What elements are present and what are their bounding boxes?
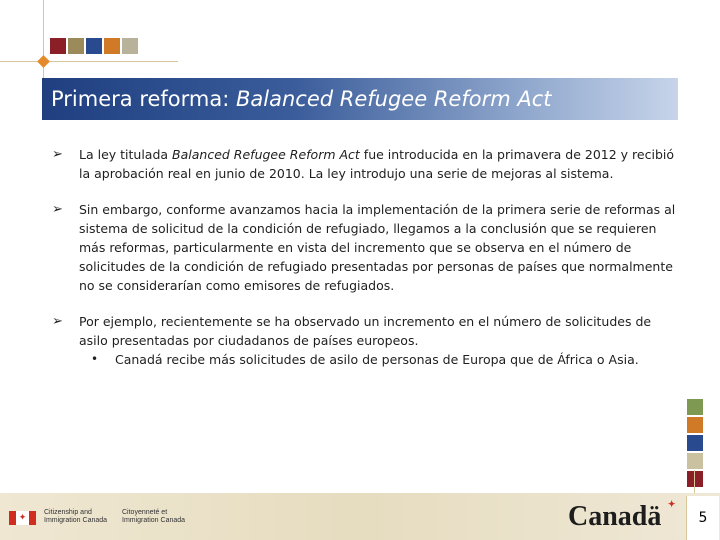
color-square (687, 417, 703, 433)
sub-bullet-item (83, 350, 682, 369)
canada-wordmark-logo: Canadä ✦ (568, 499, 676, 532)
title-band (42, 78, 678, 120)
page-number: 5 (686, 496, 719, 540)
color-square (86, 38, 102, 54)
bullet-text: Sin embargo, conforme avanzamos hacia la implementación de la primera serie de reformas al sistema de solicitud de la condición de refugiado, llegamos a la conclusión que se requieren más reformas, particularmente en vista del incremento que se observa en el número de solicitudes de la condición de refugiado presentadas por personas de países que normalmente no se considerarían como emisores de refugiados. (79, 202, 676, 293)
dot-bullet-icon: • (91, 352, 99, 366)
right-color-squares (687, 399, 703, 487)
bullet-item (52, 200, 682, 295)
color-square (50, 38, 66, 54)
arrow-bullet-icon: ➢ (52, 202, 63, 217)
color-square (687, 399, 703, 415)
color-square (104, 38, 120, 54)
slide-title-italic: Balanced Refugee Reform Act (236, 87, 552, 111)
color-square (122, 38, 138, 54)
canada-flag-icon: ✦ (9, 511, 36, 525)
maple-leaf-icon: ✦ (667, 499, 676, 509)
department-name-fr: Citoyenneté et Immigration Canada (122, 509, 186, 524)
bullet-text: La ley titulada Balanced Refugee Reform Act fue introducida en la primavera de 2012 y recibió la aprobación real en junio de 2010. La ley introdujo una serie de mejoras al sistema. (79, 147, 675, 181)
arrow-bullet-icon: ➢ (52, 314, 63, 329)
bullet-item (52, 312, 682, 369)
sub-bullet-text: Canadá recibe más solicitudes de asilo de personas de Europa que de África o Asia. (115, 352, 639, 367)
diamond-icon (37, 55, 50, 68)
top-color-squares (50, 38, 138, 54)
color-square (687, 471, 703, 487)
frame-line-horizontal (0, 61, 178, 62)
color-square (68, 38, 84, 54)
color-square (687, 453, 703, 469)
color-square (687, 435, 703, 451)
bullet-list (52, 145, 682, 369)
bullet-item (52, 145, 682, 183)
slide-title: Primera reforma: Balanced Refugee Reform Act (51, 87, 552, 111)
arrow-bullet-icon: ➢ (52, 147, 63, 162)
bullet-text: Por ejemplo, recientemente se ha observado un incremento en el número de solicitudes de asilo presentadas por ciudadanos de países europeos. (79, 314, 652, 348)
department-name-en: Citizenship and Immigration Canada (44, 509, 108, 524)
